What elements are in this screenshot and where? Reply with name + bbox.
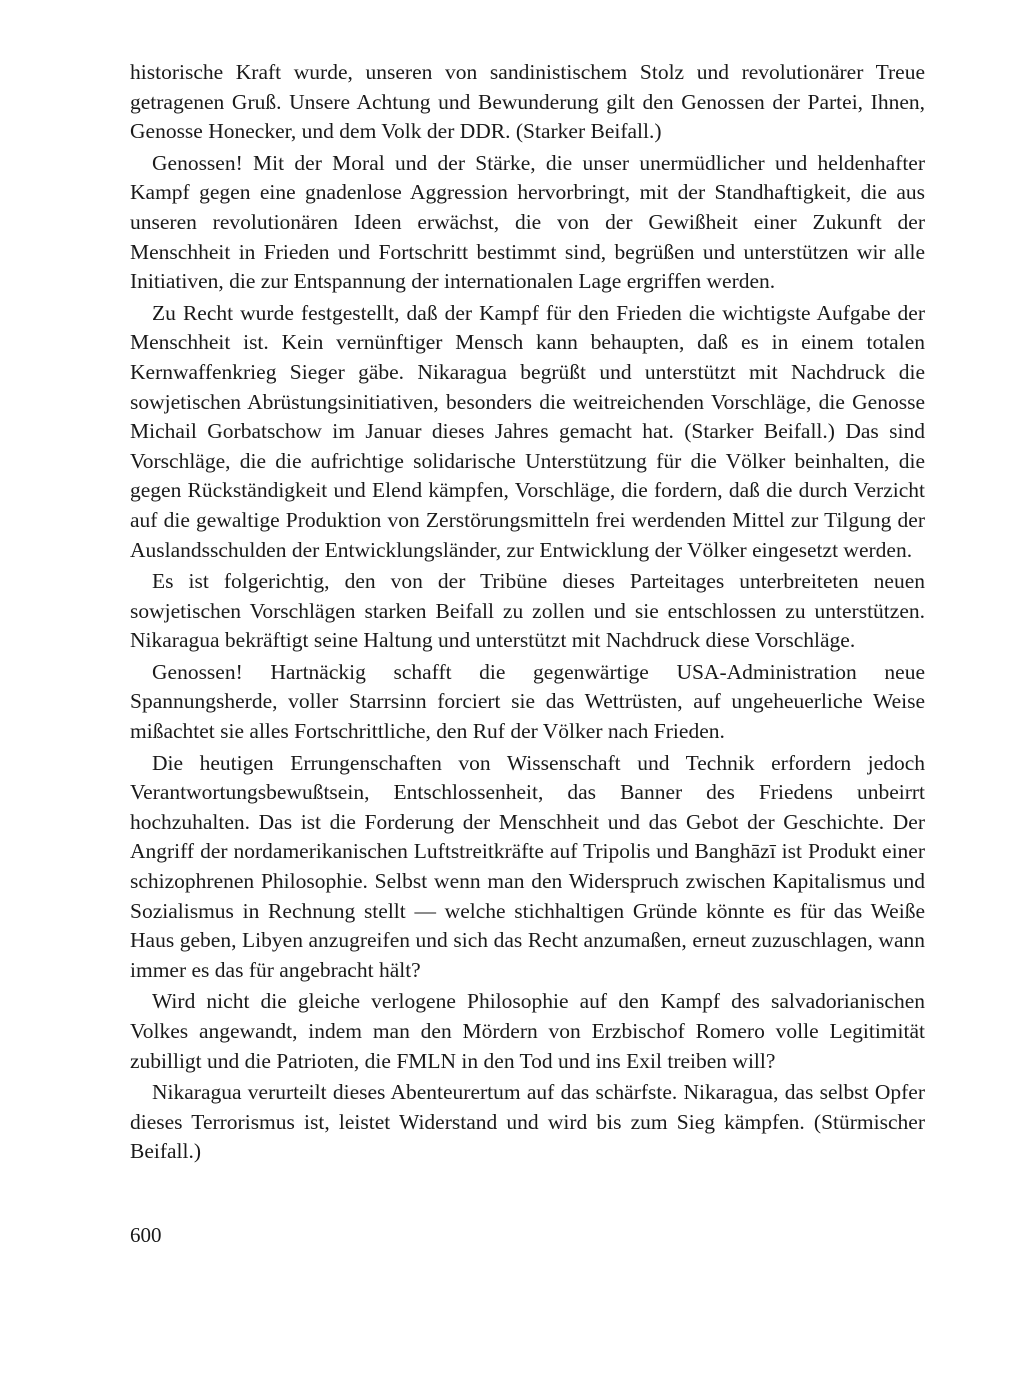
paragraph: Es ist folgerichtig, den von der Tribüne dieses Parteitages unterbreiteten neuen sowjetischen Vorschlägen starken Beifall zu zollen und sie entschlossen zu unterstützen. Nikaragua bekräftigt seine Haltung und unterstützt mit Nachdruck diese Vorschläge. <box>130 569 925 653</box>
paragraph: Wird nicht die gleiche verlogene Philosophie auf den Kampf des salvadorianischen Volkes angewandt, indem man den Mördern von Erzbischof Romero volle Legitimität zubilligt und die Patrioten, die FMLN in den Tod und ins Exil treiben will? <box>130 989 925 1073</box>
paragraph: Genossen! Hartnäckig schafft die gegenwärtige USA-Administration neue Spannungsherde, voller Starrsinn forciert sie das Wettrüsten, auf ungeheuerliche Weise mißachtet sie alles Fortschrittliche, den Ruf der Völker nach Frieden. <box>130 659 925 744</box>
paragraph: Zu Recht wurde festgestellt, daß der Kampf für den Frieden die wichtigste Aufgabe der Menschheit ist. Kein vernünftiger Mensch kann behaupten, daß es in einem totalen Kernwaffenkrieg Sieger gäbe. Nikaragua begrüßt und unterstützt mit Nachdruck die sowjetischen Abrüstungsinitiativen, besonders die weitreichenden Vorschläge, die Genosse Michail Gorbatschow im Januar dieses Jahres gemacht hat. (Starker Beifall.) Das sind Vorschläge, die die aufrichtige solidarische Unterstützung für die Völker beinhalten, die gegen Rückständigkeit und Elend kämpfen, Vorschläge, die fordern, daß die durch Verzicht auf die gewaltige Produktion von Zerstörungsmitteln frei werdenden Mittel zur Tilgung der Auslandsschulden der Entwicklungsländer, zur Entwicklung der Völker eingesetzt werden. <box>130 300 925 562</box>
paragraph: Nikaragua verurteilt dieses Abenteurertum auf das schärfste. Nikaragua, das selbst Opfer dieses Terrorismus ist, leistet Widerstand und wird bis zum Sieg kämpfen. (Stürmischer Beifall.) <box>130 1080 925 1164</box>
page-number: 600 <box>130 1223 162 1247</box>
paragraph: Genossen! Mit der Moral und der Stärke, die unser unermüdlicher und heldenhafter Kampf gegen eine gnadenlose Aggression hervorbringt, mit der Standhaftigkeit, die aus unseren revolutionären Ideen erwächst, die von der Gewißheit einer Zukunft der Menschheit in Frieden und Fortschritt bestimmt sind, begrüßen und unterstützen wir alle Initiativen, die zur Entspannung der internationalen Lage ergriffen werden. <box>130 150 925 294</box>
page-body <box>130 58 925 1169</box>
paragraph: Die heutigen Errungenschaften von Wissenschaft und Technik erfordern jedoch Verantwortungsbewußtsein, Entschlossenheit, das Banner des Friedens unbeirrt hochzuhalten. Das ist die Forderung der Menschheit und das Gebot der Geschichte. Der Angriff der nordamerikanischen Luftstreitkräfte auf Tripolis und Banghāzī ist Produkt einer schizophrenen Philosophie. Selbst wenn man den Widerspruch zwischen Kapitalismus und Sozialismus in Rechnung stellt — welche stichhaltigen Gründe könnte es für das Weiße Haus geben, Libyen anzugreifen und sich das Recht anzumaßen, erneut zuzuschlagen, wann immer es das für angebracht hält? <box>130 750 925 982</box>
paragraph-continuation: historische Kraft wurde, unseren von sandinistischem Stolz und revolutionärer Treue getragenen Gruß. Unsere Achtung und Bewunderung gilt den Genossen der Partei, Ihnen, Genosse Honecker, und dem Volk der DDR. (Starker Beifall.) <box>130 60 925 144</box>
